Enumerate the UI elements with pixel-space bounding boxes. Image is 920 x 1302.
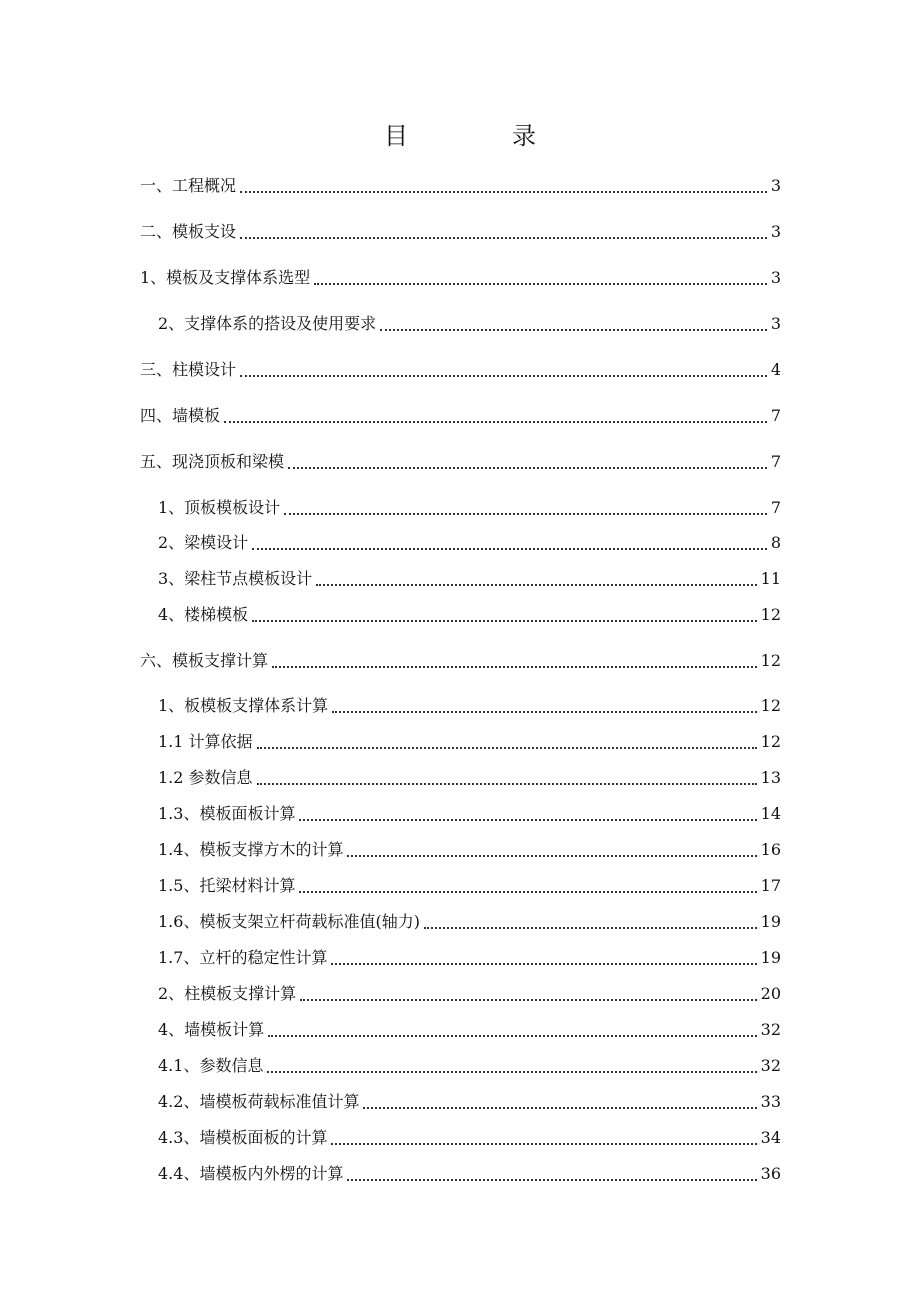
toc-entry-label: 1、板模板支撑体系计算 bbox=[158, 696, 329, 715]
toc-entry-label: 1、模板及支撑体系选型 bbox=[140, 268, 311, 287]
toc-entry-page: 7 bbox=[770, 406, 781, 425]
toc-entry[interactable] bbox=[158, 1016, 781, 1044]
toc-entry-page: 34 bbox=[760, 1128, 781, 1147]
toc-entry[interactable] bbox=[158, 529, 781, 557]
toc-dot-leader bbox=[314, 283, 767, 285]
toc-entry-label: 1、顶板模板设计 bbox=[158, 498, 281, 517]
toc-entry-page: 19 bbox=[760, 912, 781, 931]
toc-entry[interactable] bbox=[158, 1160, 781, 1188]
toc-entry-page: 36 bbox=[760, 1164, 781, 1183]
toc-entry-label: 1.4、模板支撑方木的计算 bbox=[158, 840, 344, 859]
toc-entry-label: 4.2、墙模板荷载标准值计算 bbox=[158, 1092, 360, 1111]
toc-entry[interactable] bbox=[140, 172, 781, 200]
toc-entry-label: 1.1 计算依据 bbox=[158, 732, 253, 751]
toc-entry[interactable] bbox=[140, 356, 781, 384]
toc-dot-leader bbox=[252, 620, 756, 622]
toc-entry-page: 7 bbox=[770, 452, 781, 471]
toc-dot-leader bbox=[332, 711, 756, 713]
toc-entry-page: 12 bbox=[760, 696, 781, 715]
toc-entry-page: 12 bbox=[760, 732, 781, 751]
toc-dot-leader bbox=[331, 963, 756, 965]
toc-dot-leader bbox=[363, 1107, 756, 1109]
toc-dot-leader bbox=[347, 1179, 756, 1181]
toc-entry-page: 7 bbox=[770, 498, 781, 517]
toc-dot-leader bbox=[300, 999, 756, 1001]
toc-entry-label: 4、墙模板计算 bbox=[158, 1020, 265, 1039]
toc-entry-page: 3 bbox=[770, 314, 781, 333]
toc-entry[interactable] bbox=[158, 908, 781, 936]
toc-entry[interactable] bbox=[158, 728, 781, 756]
toc-entry-page: 19 bbox=[760, 948, 781, 967]
toc-entry[interactable] bbox=[158, 980, 781, 1008]
toc-entry-page: 3 bbox=[770, 268, 781, 287]
toc-entry-page: 32 bbox=[760, 1020, 781, 1039]
toc-dot-leader bbox=[380, 329, 767, 331]
toc-entry[interactable] bbox=[140, 402, 781, 430]
toc-entry-page: 3 bbox=[770, 222, 781, 241]
toc-entry-label: 4.3、墙模板面板的计算 bbox=[158, 1128, 328, 1147]
toc-entry-label: 1.7、立杆的稳定性计算 bbox=[158, 948, 328, 967]
toc-entry-page: 13 bbox=[760, 768, 781, 787]
toc-entry-label: 2、支撑体系的搭设及使用要求 bbox=[158, 314, 377, 333]
toc-dot-leader bbox=[268, 1035, 756, 1037]
toc-entry[interactable] bbox=[158, 764, 781, 792]
toc-entry-page: 33 bbox=[760, 1092, 781, 1111]
toc-dot-leader bbox=[240, 375, 767, 377]
toc-entry-label: 4.4、墙模板内外楞的计算 bbox=[158, 1164, 344, 1183]
toc-entry[interactable] bbox=[158, 1052, 781, 1080]
toc-entry-page: 12 bbox=[760, 605, 781, 624]
toc-dot-leader bbox=[288, 467, 767, 469]
toc-entry-label: 4.1、参数信息 bbox=[158, 1056, 264, 1075]
toc-entry-label: 2、柱模板支撑计算 bbox=[158, 984, 297, 1003]
toc-dot-leader bbox=[267, 1071, 756, 1073]
toc-entry-page: 8 bbox=[770, 533, 781, 552]
toc-dot-leader bbox=[257, 747, 757, 749]
toc-entry-page: 32 bbox=[760, 1056, 781, 1075]
toc-entry-label: 五、现浇顶板和梁模 bbox=[140, 452, 285, 471]
toc-entry[interactable] bbox=[158, 836, 781, 864]
toc-entry[interactable] bbox=[158, 1124, 781, 1152]
toc-entry[interactable] bbox=[158, 800, 781, 828]
toc-title: 目 录 bbox=[384, 122, 576, 150]
toc-entry-page: 14 bbox=[760, 804, 781, 823]
toc-entry-page: 4 bbox=[770, 360, 781, 379]
toc-entry-page: 17 bbox=[760, 876, 781, 895]
toc-dot-leader bbox=[299, 891, 756, 893]
toc-dot-leader bbox=[347, 855, 756, 857]
toc-dot-leader bbox=[316, 584, 756, 586]
toc-entry-label: 二、模板支设 bbox=[140, 222, 237, 241]
toc-entry[interactable] bbox=[158, 601, 781, 629]
toc-entry[interactable] bbox=[158, 494, 781, 522]
toc-dot-leader bbox=[424, 927, 757, 929]
toc-entry-page: 20 bbox=[760, 984, 781, 1003]
toc-entry[interactable] bbox=[158, 692, 781, 720]
toc-entry-page: 11 bbox=[760, 569, 781, 588]
toc-entry-page: 3 bbox=[770, 176, 781, 195]
toc-entry[interactable] bbox=[158, 310, 781, 338]
toc-entry-label: 六、模板支撑计算 bbox=[140, 651, 269, 670]
toc-entry[interactable] bbox=[158, 1088, 781, 1116]
toc-dot-leader bbox=[257, 783, 757, 785]
toc-dot-leader bbox=[240, 237, 767, 239]
toc-entry[interactable] bbox=[140, 218, 781, 246]
toc-entry[interactable] bbox=[140, 448, 781, 476]
toc-entry-label: 1.5、托梁材料计算 bbox=[158, 876, 296, 895]
toc-entry-label: 1.2 参数信息 bbox=[158, 768, 253, 787]
toc-entry-label: 4、楼梯模板 bbox=[158, 605, 249, 624]
toc-dot-leader bbox=[240, 191, 767, 193]
toc-entry[interactable] bbox=[140, 264, 781, 292]
toc-dot-leader bbox=[331, 1143, 756, 1145]
toc-entry-page: 16 bbox=[760, 840, 781, 859]
toc-dot-leader bbox=[272, 666, 757, 668]
toc-entry-label: 3、梁柱节点模板设计 bbox=[158, 569, 313, 588]
toc-entry-label: 四、墙模板 bbox=[140, 406, 221, 425]
toc-entry[interactable] bbox=[140, 647, 781, 675]
toc-entry-page: 12 bbox=[760, 651, 781, 670]
toc-dot-leader bbox=[224, 421, 767, 423]
toc-entry-label: 2、梁模设计 bbox=[158, 533, 249, 552]
toc-entry[interactable] bbox=[158, 565, 781, 593]
toc-dot-leader bbox=[252, 548, 767, 550]
toc-dot-leader bbox=[299, 819, 756, 821]
toc-entry-label: 1.6、模板支架立杆荷载标准值(轴力) bbox=[158, 912, 420, 931]
toc-dot-leader bbox=[284, 513, 767, 515]
toc-entry-label: 1.3、模板面板计算 bbox=[158, 804, 296, 823]
toc-entry[interactable] bbox=[158, 872, 781, 900]
toc-entry-label: 一、工程概况 bbox=[140, 176, 237, 195]
toc-entry[interactable] bbox=[158, 944, 781, 972]
toc-entry-label: 三、柱模设计 bbox=[140, 360, 237, 379]
